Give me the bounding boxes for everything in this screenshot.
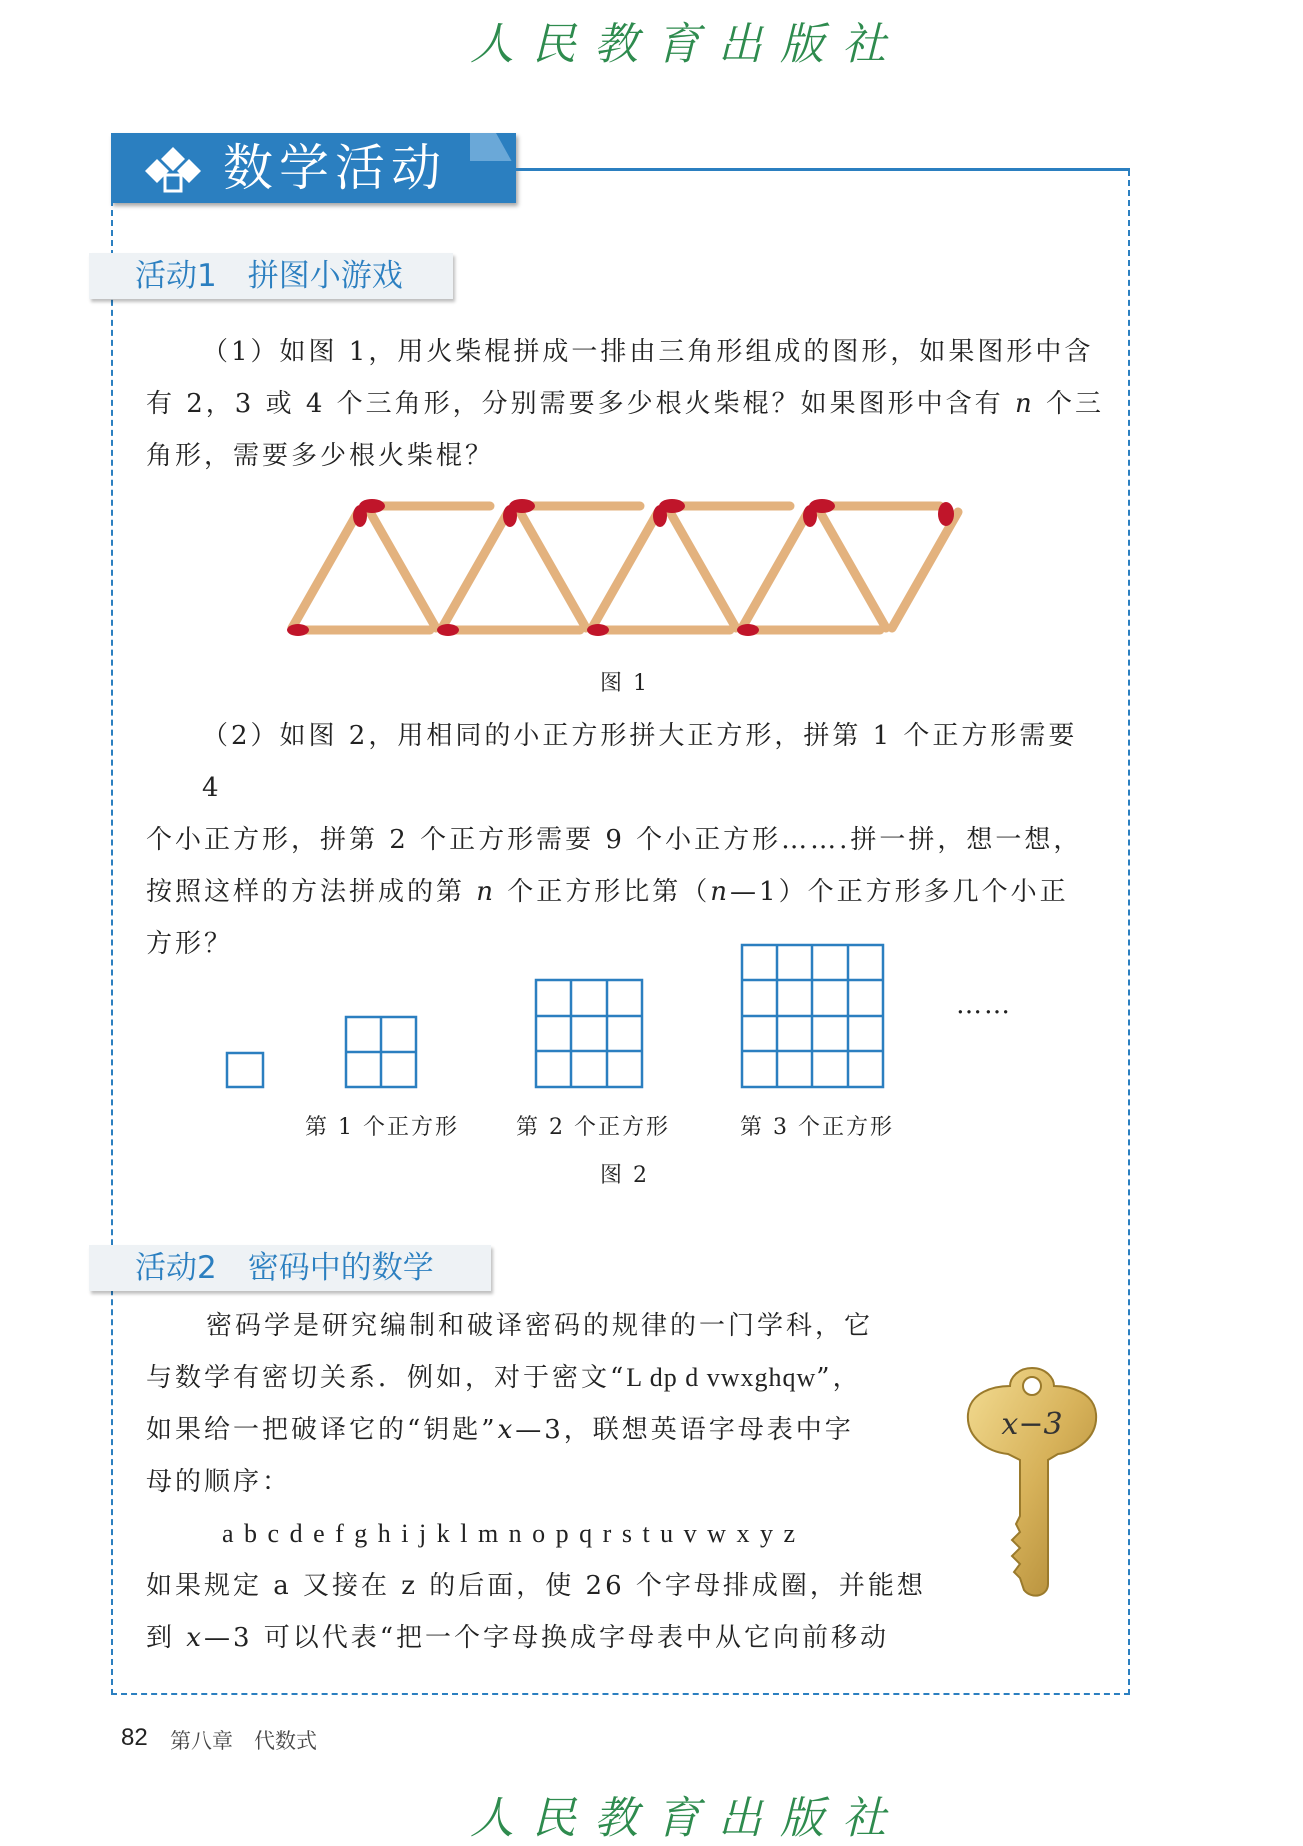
part1-line1: （1）如图 1，用火柴棍拼成一排由三角形组成的图形，如果图形中含 <box>202 337 1094 367</box>
part2-line4: 方形？ <box>146 929 234 959</box>
activity1-heading: 活动1 拼图小游戏 <box>89 253 453 299</box>
title-tab-corner <box>470 133 516 161</box>
figure1-caption: 图 1 <box>600 671 649 696</box>
figure2-squares <box>222 940 922 1090</box>
act2-line6: 到 x—3 可以代表“把一个字母换成字母表中从它向前移动 <box>146 1623 890 1653</box>
act2-line4: 母的顺序： <box>146 1467 292 1497</box>
publisher-logo-bottom: 人民教育出版社 <box>470 1793 904 1844</box>
act2-line1: 密码学是研究编制和破译密码的规律的一门学科，它 <box>206 1311 874 1341</box>
figure2-label-3: 第 3 个正方形 <box>740 1115 894 1140</box>
activity2-text <box>146 1300 936 1664</box>
act2-line3: 如果给一把破译它的“钥匙”x—3，联想英语字母表中字 <box>146 1415 854 1445</box>
figure1-matchsticks <box>270 488 990 648</box>
act2-line2: 与数学有密切关系．例如，对于密文“L dp d vwxghqw”， <box>146 1363 862 1393</box>
activity1-part2 <box>146 710 1106 970</box>
activity2-heading: 活动2 密码中的数学 <box>89 1245 491 1291</box>
page-number: 82 <box>121 1724 148 1751</box>
part1-line2: 有 2，3 或 4 个三角形，分别需要多少根火柴棍？如果图形中含有 n 个三 <box>146 389 1104 419</box>
figure2-label-1: 第 1 个正方形 <box>305 1115 459 1140</box>
figure2-label-2: 第 2 个正方形 <box>516 1115 670 1140</box>
figure2-caption: 图 2 <box>600 1163 649 1188</box>
alphabet-line: a b c d e f g h i j k l m n o p q r s t u v w x y z <box>222 1519 797 1548</box>
part2-line3: 按照这样的方法拼成的第 n 个正方形比第（n—1）个正方形多几个小正 <box>146 877 1069 907</box>
part1-line3: 角形，需要多少根火柴棍？ <box>146 441 495 471</box>
chapter-label: 第八章 代数式 <box>170 1729 317 1753</box>
key-illustration <box>962 1364 1102 1604</box>
key-label: x−3 <box>1001 1407 1063 1442</box>
publisher-logo-top: 人民教育出版社 <box>470 19 904 70</box>
figure2-ellipsis: …… <box>956 990 1012 1020</box>
act2-line5: 如果规定 a 又接在 z 的后面，使 26 个字母排成圈，并能想 <box>146 1571 926 1601</box>
section-title: 数学活动 <box>223 139 447 197</box>
part2-line2: 个小正方形，拼第 2 个正方形需要 9 个小正方形…….拼一拼，想一想， <box>146 825 1083 855</box>
part2-line1: （2）如图 2，用相同的小正方形拼大正方形，拼第 1 个正方形需要 4 <box>202 721 1078 803</box>
activity1-part1 <box>146 326 1106 482</box>
